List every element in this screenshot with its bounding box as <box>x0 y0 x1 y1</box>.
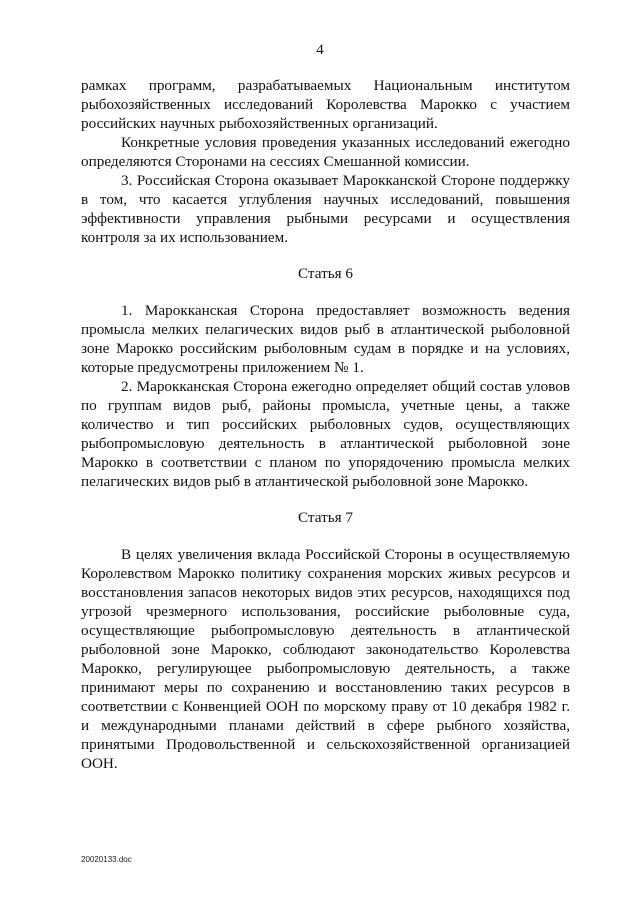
paragraph: 2. Марокканская Сторона ежегодно определяет общий состав уловов по группам видов рыб, районы промысла, учетные цены, а также количество и тип российских рыболовных судов, осуществляющих рыбопромысловую деятельность в атлантической рыболовной зоне Марокко в соответствии с планом по упорядочению промысла мелких пелагических видов рыб в атлантической рыболовной зоне Марокко. <box>81 378 570 490</box>
page-number: 4 <box>316 42 324 58</box>
footer-filename: 20020133.doc <box>81 855 132 864</box>
paragraph-continuation: рамках программ, разрабатываемых Национальным институтом рыбохозяйственных исследований Королевства Марокко с участием российских научных рыбохозяйственных организаций. <box>81 77 570 132</box>
article-6-heading: Статья 6 <box>297 265 354 282</box>
paragraph: В целях увеличения вклада Российской Стороны в осуществляемую Королевством Марокко политику сохранения морских живых ресурсов и восстановления запасов некоторых видов этих ресурсов, находящихся под угрозой чрезмерного использования, российские рыболовные суда, осуществляющие рыбопромысловую деятельность в атлантической рыболовной зоне Марокко, соблюдают законодательство Королевства Марокко, регулирующее рыбопромысловую деятельность, а также принимают меры по сохранению и восстановлению таких ресурсов в соответствии с Конвенцией ООН по морскому праву от 10 декабря 1982 г. и международными планами действий в сфере рыбного хозяйства, принятыми Продовольственной и сельскохозяйственной организацией ООН. <box>81 546 570 772</box>
document-body <box>81 76 570 773</box>
paragraph: Конкретные условия проведения указанных исследований ежегодно определяются Сторонами на сессиях Смешанной комиссии. <box>81 134 570 170</box>
paragraph: 3. Российская Сторона оказывает Марокканской Стороне поддержку в том, что касается углубления научных исследований, повышения эффективности управления рыбными ресурсами и осуществления контроля за их использованием. <box>81 172 570 246</box>
article-7-heading: Статья 7 <box>297 509 354 526</box>
paragraph: 1. Марокканская Сторона предоставляет возможность ведения промысла мелких пелагических видов рыб в атлантической рыболовной зоне Марокко российским рыболовным судам в порядке и на условиях, которые предусмотрены приложением № 1. <box>81 302 570 376</box>
